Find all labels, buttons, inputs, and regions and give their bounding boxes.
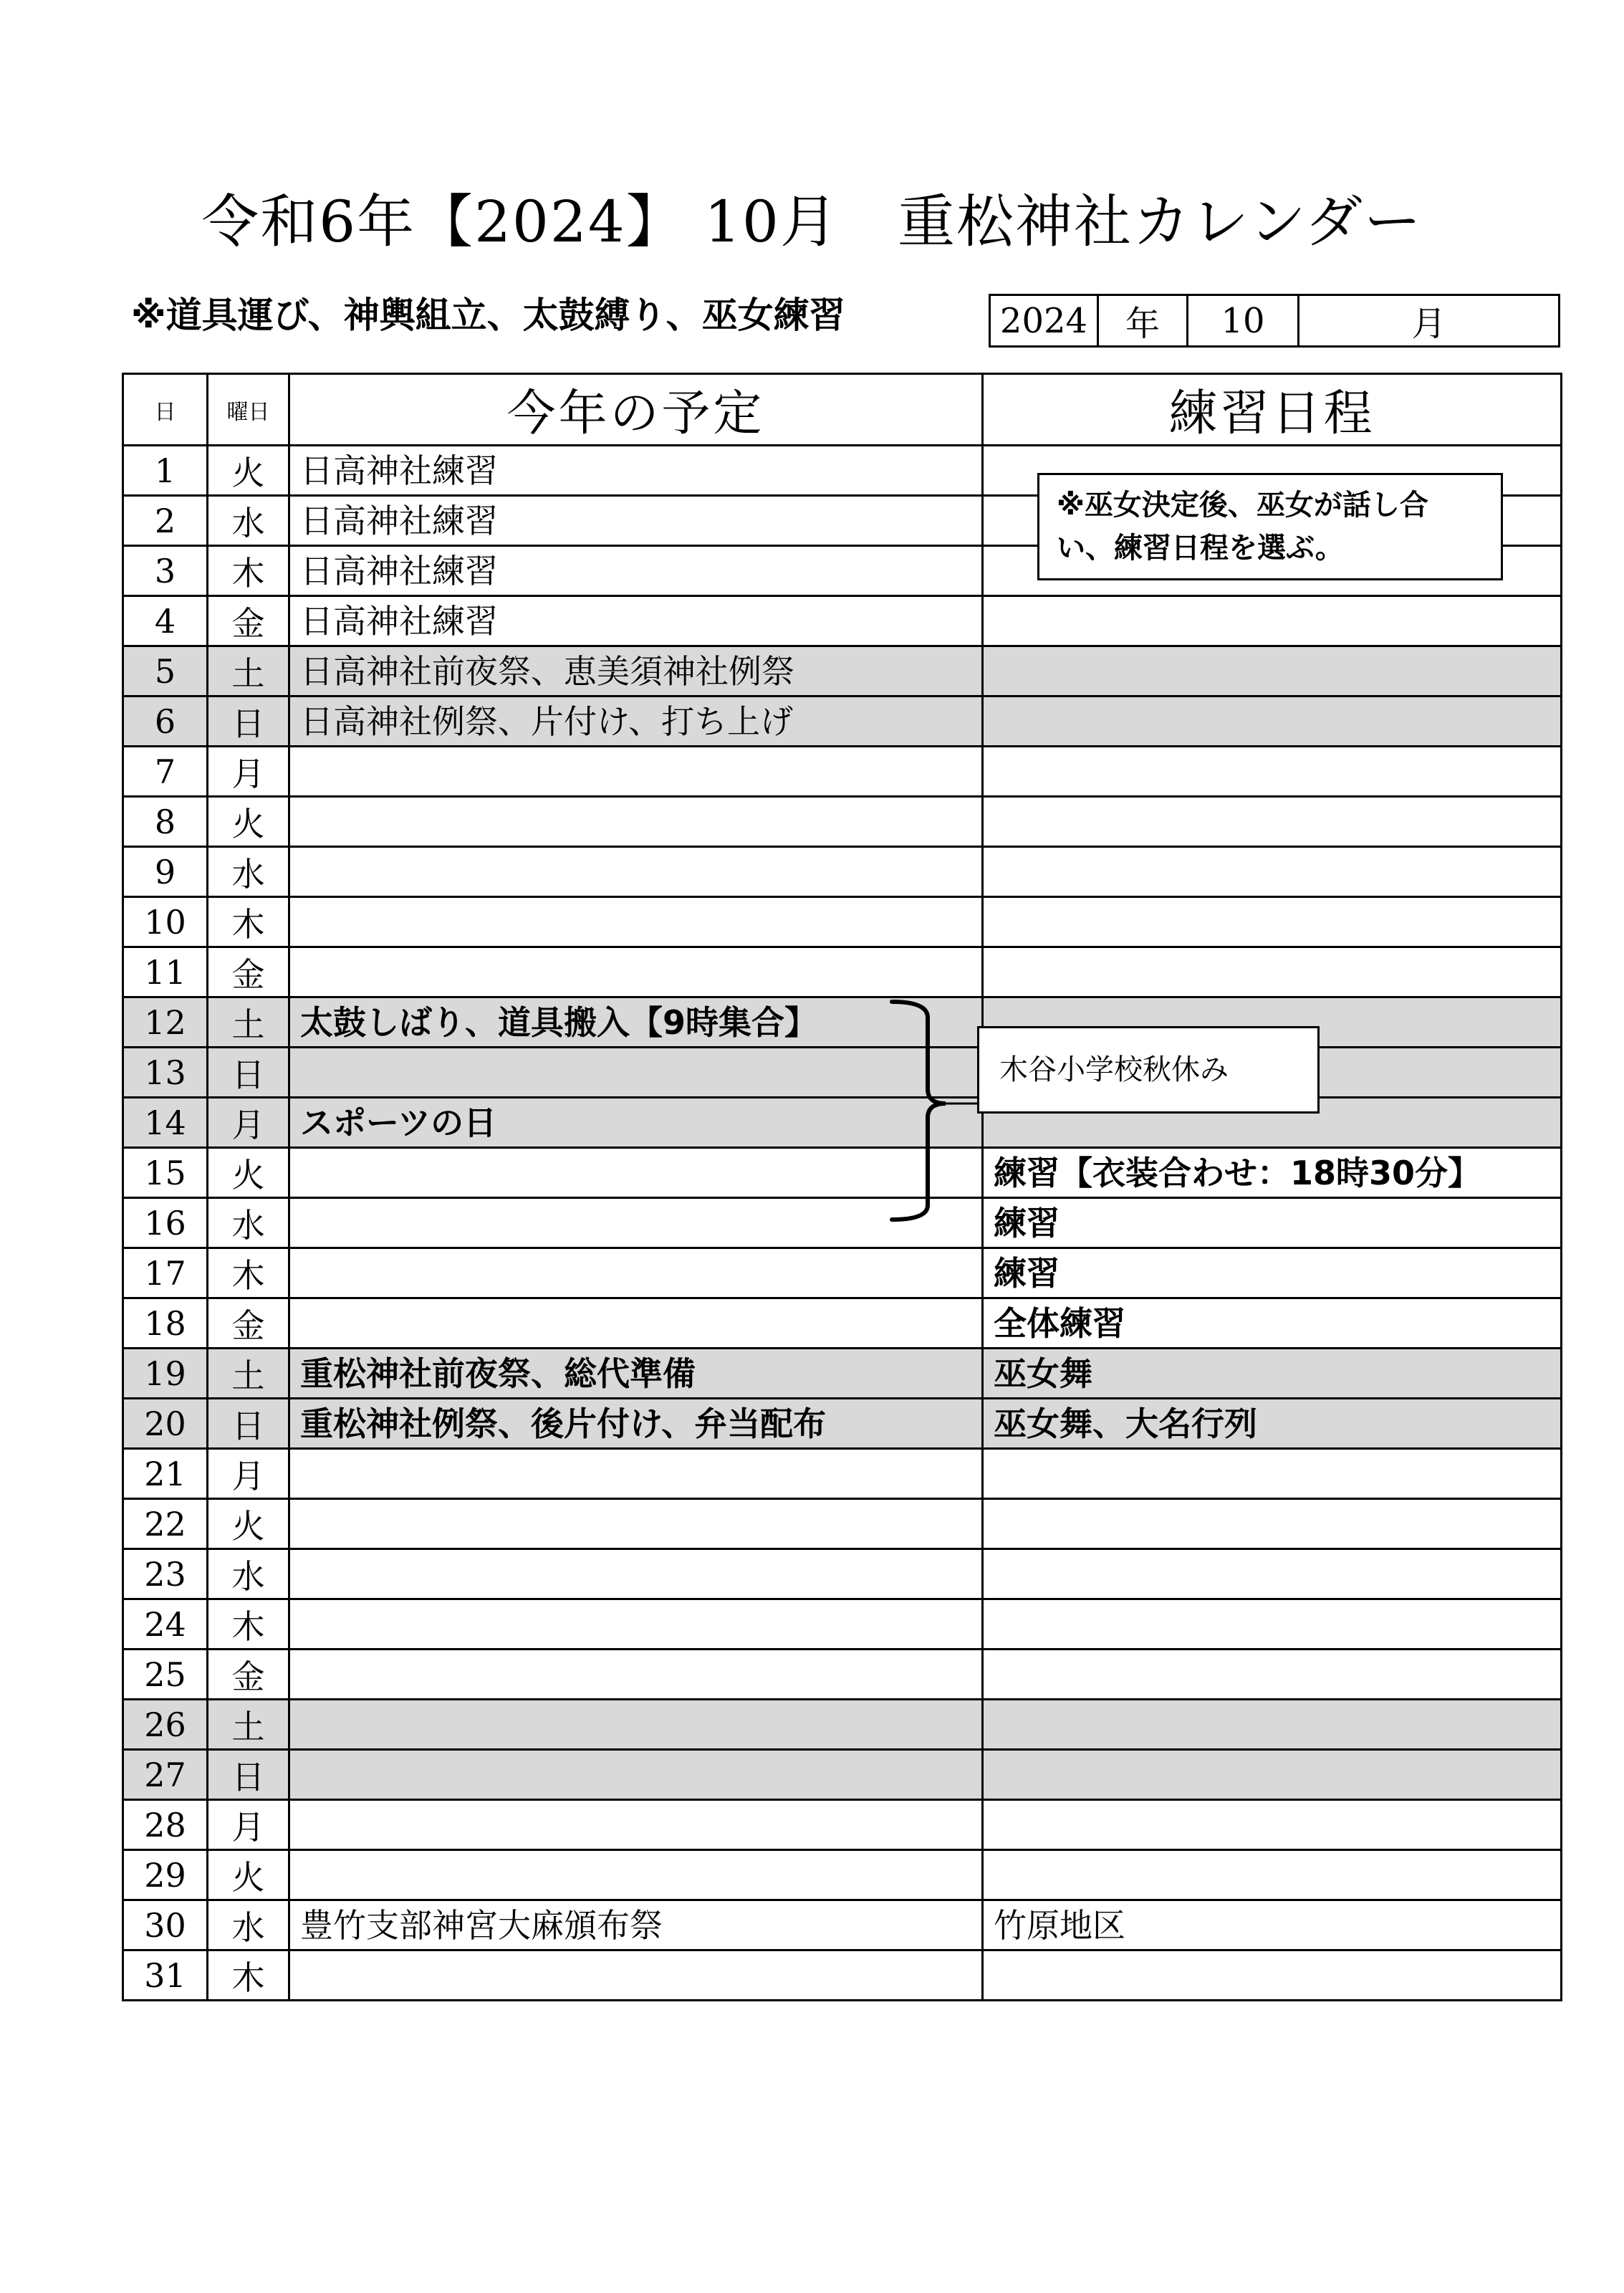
bracket-icon	[888, 996, 981, 1225]
event-cell: 重松神社例祭、後片付け、弁当配布	[289, 1399, 983, 1449]
day-cell: 21	[123, 1449, 208, 1499]
day-cell: 7	[123, 747, 208, 797]
day-cell: 30	[123, 1900, 208, 1950]
day-cell: 1	[123, 446, 208, 496]
dow-cell: 土	[208, 1349, 289, 1399]
table-row	[123, 1098, 1562, 1148]
event-cell: 日高神社練習	[289, 446, 983, 496]
day-cell: 11	[123, 947, 208, 997]
practice-cell	[983, 1549, 1562, 1599]
miko-note: ※巫女決定後、巫女が話し合い、練習日程を選ぶ。	[1037, 473, 1503, 580]
practice-cell	[983, 1850, 1562, 1900]
day-cell: 24	[123, 1599, 208, 1650]
dow-cell: 木	[208, 1950, 289, 2001]
event-cell	[289, 1800, 983, 1850]
day-cell: 31	[123, 1950, 208, 2001]
event-cell: 日高神社前夜祭、恵美須神社例祭	[289, 646, 983, 696]
practice-cell	[983, 1449, 1562, 1499]
event-cell	[289, 747, 983, 797]
day-cell: 22	[123, 1499, 208, 1549]
practice-cell	[983, 596, 1562, 646]
table-row	[123, 847, 1562, 897]
day-cell: 6	[123, 696, 208, 747]
dow-cell: 水	[208, 1198, 289, 1248]
dow-cell: 火	[208, 1499, 289, 1549]
dow-cell: 土	[208, 646, 289, 696]
dow-cell: 日	[208, 1750, 289, 1800]
day-cell: 27	[123, 1750, 208, 1800]
event-cell	[289, 1148, 983, 1198]
dow-cell: 月	[208, 1800, 289, 1850]
table-row	[123, 1298, 1562, 1349]
event-cell	[289, 1298, 983, 1349]
event-cell	[289, 1549, 983, 1599]
practice-cell	[983, 1499, 1562, 1549]
practice-cell	[983, 1700, 1562, 1750]
dow-cell: 土	[208, 1700, 289, 1750]
dow-cell: 木	[208, 1248, 289, 1298]
table-row	[123, 1048, 1562, 1098]
table-row	[123, 1800, 1562, 1850]
event-cell	[289, 1449, 983, 1499]
event-cell	[289, 1048, 983, 1098]
dow-cell: 水	[208, 1900, 289, 1950]
event-cell	[289, 797, 983, 847]
event-cell	[289, 947, 983, 997]
month-value: 10	[1188, 295, 1299, 347]
dow-cell: 水	[208, 496, 289, 546]
table-row	[123, 1900, 1562, 1950]
day-cell: 10	[123, 897, 208, 947]
header-dow: 曜日	[208, 374, 289, 446]
event-cell	[289, 1650, 983, 1700]
dow-cell: 木	[208, 546, 289, 596]
table-row	[123, 1850, 1562, 1900]
dow-cell: 日	[208, 1048, 289, 1098]
header-day: 日	[123, 374, 208, 446]
year-label: 年	[1098, 295, 1188, 347]
practice-cell	[983, 947, 1562, 997]
event-cell	[289, 897, 983, 947]
dow-cell: 金	[208, 596, 289, 646]
day-cell: 4	[123, 596, 208, 646]
event-cell	[289, 1248, 983, 1298]
table-row	[123, 1198, 1562, 1248]
table-row	[123, 1449, 1562, 1499]
header-practice: 練習日程	[983, 374, 1562, 446]
table-row	[123, 947, 1562, 997]
table-row	[123, 1700, 1562, 1750]
dow-cell: 火	[208, 1148, 289, 1198]
table-row	[123, 1399, 1562, 1449]
day-cell: 29	[123, 1850, 208, 1900]
practice-cell: 練習	[983, 1198, 1562, 1248]
event-cell	[289, 1950, 983, 2001]
school-holiday-note: 木谷小学校秋休み	[977, 1026, 1320, 1114]
practice-cell	[983, 797, 1562, 847]
day-cell: 3	[123, 546, 208, 596]
table-row	[123, 747, 1562, 797]
dow-cell: 火	[208, 797, 289, 847]
dow-cell: 金	[208, 947, 289, 997]
table-row	[123, 1650, 1562, 1700]
dow-cell: 水	[208, 1549, 289, 1599]
year-value: 2024	[990, 295, 1098, 347]
day-cell: 16	[123, 1198, 208, 1248]
table-row	[123, 1248, 1562, 1298]
table-row	[123, 1950, 1562, 2001]
day-cell: 9	[123, 847, 208, 897]
table-row	[123, 1499, 1562, 1549]
practice-cell	[983, 1650, 1562, 1700]
dow-cell: 日	[208, 696, 289, 747]
day-cell: 18	[123, 1298, 208, 1349]
practice-cell	[983, 696, 1562, 747]
day-cell: 17	[123, 1248, 208, 1298]
day-cell: 15	[123, 1148, 208, 1198]
event-cell	[289, 1499, 983, 1549]
dow-cell: 木	[208, 897, 289, 947]
day-cell: 13	[123, 1048, 208, 1098]
table-row	[123, 596, 1562, 646]
event-cell	[289, 1198, 983, 1248]
table-row	[123, 1148, 1562, 1198]
subtitle: ※道具運び、神輿組立、太鼓縛り、巫女練習	[131, 295, 845, 336]
practice-cell: 練習	[983, 1248, 1562, 1298]
event-cell: 太鼓しばり、道具搬入【9時集合】	[289, 997, 983, 1048]
event-cell	[289, 1750, 983, 1800]
practice-cell: 練習【衣装合わせ：18時30分】	[983, 1148, 1562, 1198]
event-cell: 日高神社例祭、片付け、打ち上げ	[289, 696, 983, 747]
event-cell	[289, 1850, 983, 1900]
table-row	[123, 1549, 1562, 1599]
table-row	[123, 897, 1562, 947]
event-cell	[289, 847, 983, 897]
month-label: 月	[1299, 295, 1560, 347]
event-cell	[289, 1700, 983, 1750]
day-cell: 14	[123, 1098, 208, 1148]
practice-cell	[983, 847, 1562, 897]
practice-cell	[983, 1800, 1562, 1850]
practice-cell	[983, 1599, 1562, 1650]
header-event: 今年の予定	[289, 374, 983, 446]
day-cell: 19	[123, 1349, 208, 1399]
practice-cell	[983, 646, 1562, 696]
day-cell: 25	[123, 1650, 208, 1700]
event-cell: スポーツの日	[289, 1098, 983, 1148]
dow-cell: 木	[208, 1599, 289, 1650]
event-cell: 日高神社練習	[289, 596, 983, 646]
practice-cell	[983, 897, 1562, 947]
dow-cell: 日	[208, 1399, 289, 1449]
table-row	[123, 797, 1562, 847]
dow-cell: 月	[208, 1098, 289, 1148]
day-cell: 20	[123, 1399, 208, 1449]
event-cell	[289, 1599, 983, 1650]
event-cell: 日高神社練習	[289, 496, 983, 546]
day-cell: 12	[123, 997, 208, 1048]
event-cell: 豊竹支部神宮大麻頒布祭	[289, 1900, 983, 1950]
calendar-table	[122, 373, 1562, 2001]
event-cell: 日高神社練習	[289, 546, 983, 596]
table-row	[123, 1349, 1562, 1399]
dow-cell: 水	[208, 847, 289, 897]
dow-cell: 月	[208, 747, 289, 797]
year-month-box	[989, 294, 1624, 344]
practice-cell: 巫女舞	[983, 1349, 1562, 1399]
table-row	[123, 646, 1562, 696]
page-title: 令和6年【2024】 10月 重松神社カレンダー	[201, 188, 1423, 255]
table-row	[123, 1599, 1562, 1650]
table-row	[123, 1750, 1562, 1800]
day-cell: 28	[123, 1800, 208, 1850]
day-cell: 8	[123, 797, 208, 847]
calendar-body	[123, 446, 1562, 2001]
practice-cell	[983, 1950, 1562, 2001]
day-cell: 26	[123, 1700, 208, 1750]
dow-cell: 火	[208, 446, 289, 496]
dow-cell: 金	[208, 1298, 289, 1349]
dow-cell: 金	[208, 1650, 289, 1700]
day-cell: 5	[123, 646, 208, 696]
table-row	[123, 696, 1562, 747]
practice-cell: 巫女舞、大名行列	[983, 1399, 1562, 1449]
event-cell: 重松神社前夜祭、総代準備	[289, 1349, 983, 1399]
dow-cell: 火	[208, 1850, 289, 1900]
day-cell: 23	[123, 1549, 208, 1599]
practice-cell: 竹原地区	[983, 1900, 1562, 1950]
dow-cell: 土	[208, 997, 289, 1048]
dow-cell: 月	[208, 1449, 289, 1499]
practice-cell: 全体練習	[983, 1298, 1562, 1349]
practice-cell	[983, 1750, 1562, 1800]
practice-cell	[983, 747, 1562, 797]
table-row	[123, 997, 1562, 1048]
day-cell: 2	[123, 496, 208, 546]
